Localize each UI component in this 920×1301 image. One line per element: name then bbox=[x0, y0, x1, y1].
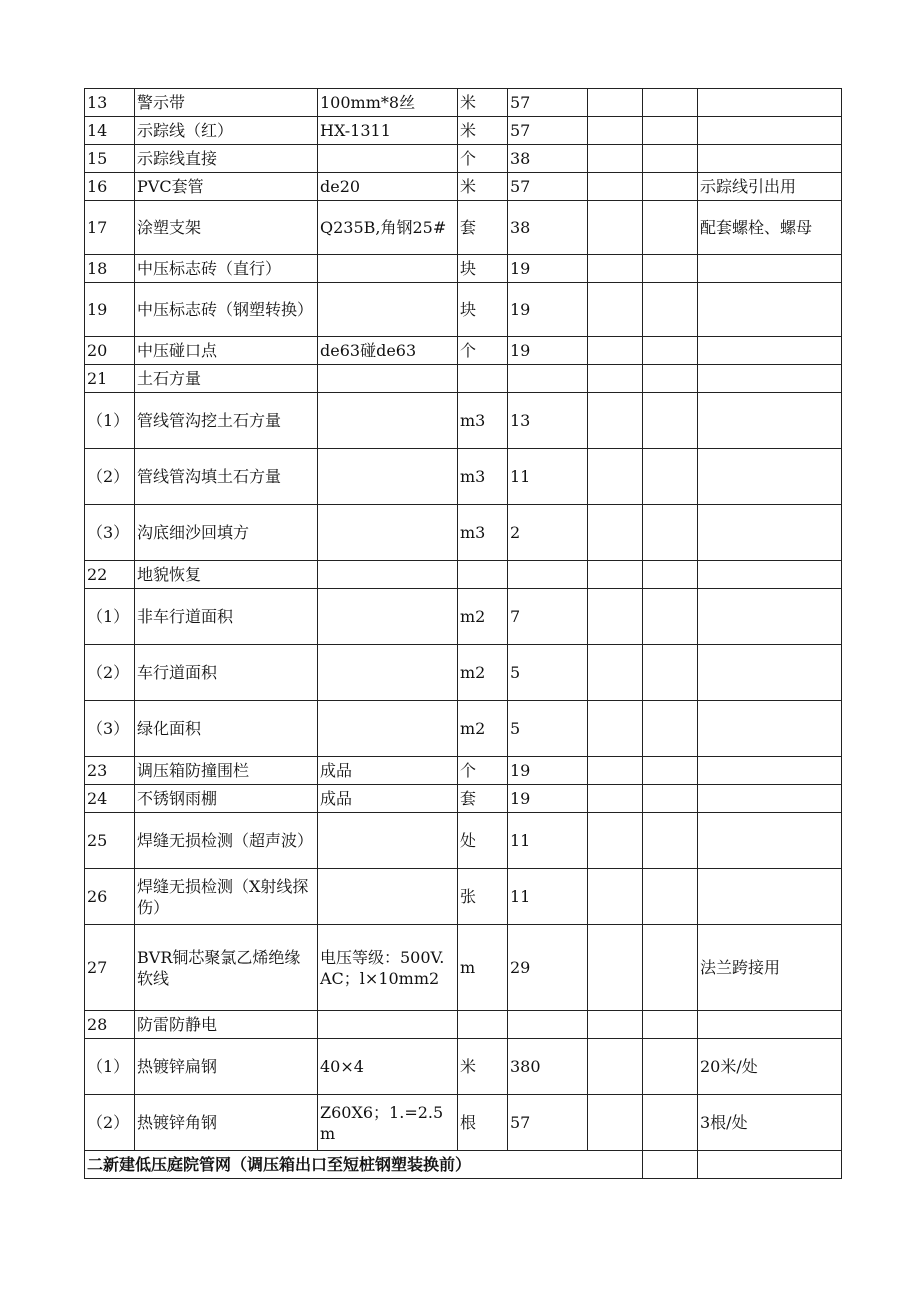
table-row bbox=[85, 337, 842, 365]
item-col6 bbox=[588, 201, 643, 255]
item-note bbox=[698, 757, 842, 785]
table-row bbox=[85, 785, 842, 813]
row-number: 16 bbox=[85, 173, 135, 201]
item-unit bbox=[458, 561, 508, 589]
row-number: 21 bbox=[85, 365, 135, 393]
section-title: 二新建低压庭院管网（调压箱出口至短桩钢塑装换前） bbox=[85, 1151, 643, 1179]
table-row bbox=[85, 393, 842, 449]
item-spec bbox=[318, 283, 458, 337]
table-row bbox=[85, 449, 842, 505]
item-col6 bbox=[588, 1095, 643, 1151]
item-note bbox=[698, 645, 842, 701]
materials-table bbox=[84, 88, 842, 1179]
item-spec bbox=[318, 365, 458, 393]
item-col7 bbox=[643, 449, 698, 505]
item-unit: m2 bbox=[458, 589, 508, 645]
item-spec bbox=[318, 869, 458, 925]
item-unit: 个 bbox=[458, 145, 508, 173]
item-quantity: 2 bbox=[508, 505, 588, 561]
item-spec: HX-1311 bbox=[318, 117, 458, 145]
item-unit bbox=[458, 1011, 508, 1039]
item-quantity: 11 bbox=[508, 813, 588, 869]
table-row bbox=[85, 117, 842, 145]
item-col6 bbox=[588, 813, 643, 869]
table-body bbox=[85, 89, 842, 1151]
item-col7 bbox=[643, 925, 698, 1011]
item-unit: 套 bbox=[458, 201, 508, 255]
item-name: 不锈钢雨棚 bbox=[135, 785, 318, 813]
item-unit: 套 bbox=[458, 785, 508, 813]
item-col6 bbox=[588, 757, 643, 785]
item-name: 非车行道面积 bbox=[135, 589, 318, 645]
item-unit: 张 bbox=[458, 869, 508, 925]
table-row bbox=[85, 201, 842, 255]
item-col6 bbox=[588, 645, 643, 701]
row-number: 27 bbox=[85, 925, 135, 1011]
item-name: 热镀锌扁钢 bbox=[135, 1039, 318, 1095]
item-note bbox=[698, 449, 842, 505]
item-col7 bbox=[643, 1011, 698, 1039]
item-col7 bbox=[643, 365, 698, 393]
item-col7 bbox=[643, 1095, 698, 1151]
item-spec bbox=[318, 393, 458, 449]
item-quantity: 19 bbox=[508, 283, 588, 337]
item-col6 bbox=[588, 255, 643, 283]
table-row bbox=[85, 505, 842, 561]
table-cell bbox=[643, 1151, 698, 1179]
row-number: 15 bbox=[85, 145, 135, 173]
item-col7 bbox=[643, 393, 698, 449]
item-col7 bbox=[643, 1039, 698, 1095]
item-quantity: 19 bbox=[508, 757, 588, 785]
item-col6 bbox=[588, 785, 643, 813]
item-col7 bbox=[643, 645, 698, 701]
item-name: 沟底细沙回填方 bbox=[135, 505, 318, 561]
item-spec bbox=[318, 701, 458, 757]
item-col7 bbox=[643, 201, 698, 255]
item-col6 bbox=[588, 701, 643, 757]
item-spec: de63碰de63 bbox=[318, 337, 458, 365]
row-number: 25 bbox=[85, 813, 135, 869]
item-name: 绿化面积 bbox=[135, 701, 318, 757]
item-spec: 成品 bbox=[318, 785, 458, 813]
item-name: 防雷防静电 bbox=[135, 1011, 318, 1039]
item-name: 热镀锌角钢 bbox=[135, 1095, 318, 1151]
item-unit: 个 bbox=[458, 337, 508, 365]
item-name: 土石方量 bbox=[135, 365, 318, 393]
item-name: 地貌恢复 bbox=[135, 561, 318, 589]
item-name: 车行道面积 bbox=[135, 645, 318, 701]
row-number: （2） bbox=[85, 645, 135, 701]
item-col6 bbox=[588, 365, 643, 393]
item-unit: 个 bbox=[458, 757, 508, 785]
row-number: 26 bbox=[85, 869, 135, 925]
item-spec: 100mm*8丝 bbox=[318, 89, 458, 117]
item-note bbox=[698, 589, 842, 645]
row-number: （2） bbox=[85, 1095, 135, 1151]
item-spec bbox=[318, 449, 458, 505]
item-note: 3根/处 bbox=[698, 1095, 842, 1151]
item-col6 bbox=[588, 117, 643, 145]
row-number: 28 bbox=[85, 1011, 135, 1039]
item-unit: 处 bbox=[458, 813, 508, 869]
table-row bbox=[85, 925, 842, 1011]
item-col7 bbox=[643, 505, 698, 561]
document-page bbox=[84, 88, 841, 1179]
item-note bbox=[698, 561, 842, 589]
item-unit: 根 bbox=[458, 1095, 508, 1151]
item-name: 管线管沟挖土石方量 bbox=[135, 393, 318, 449]
row-number: 23 bbox=[85, 757, 135, 785]
item-quantity: 57 bbox=[508, 173, 588, 201]
item-col7 bbox=[643, 117, 698, 145]
row-number: （3） bbox=[85, 701, 135, 757]
item-col6 bbox=[588, 449, 643, 505]
item-name: BVR铜芯聚氯乙烯绝缘软线 bbox=[135, 925, 318, 1011]
row-number: 18 bbox=[85, 255, 135, 283]
item-col7 bbox=[643, 785, 698, 813]
item-spec: 成品 bbox=[318, 757, 458, 785]
item-col6 bbox=[588, 283, 643, 337]
row-number: 24 bbox=[85, 785, 135, 813]
item-unit: m3 bbox=[458, 393, 508, 449]
item-col6 bbox=[588, 337, 643, 365]
item-col6 bbox=[588, 145, 643, 173]
item-col7 bbox=[643, 173, 698, 201]
item-note: 20米/处 bbox=[698, 1039, 842, 1095]
item-name: 焊缝无损检测（X射线探伤） bbox=[135, 869, 318, 925]
item-name: 调压箱防撞围栏 bbox=[135, 757, 318, 785]
item-col7 bbox=[643, 813, 698, 869]
item-spec: 40×4 bbox=[318, 1039, 458, 1095]
item-note bbox=[698, 283, 842, 337]
item-spec bbox=[318, 589, 458, 645]
item-unit: 米 bbox=[458, 117, 508, 145]
item-quantity: 19 bbox=[508, 337, 588, 365]
item-spec bbox=[318, 813, 458, 869]
table-row bbox=[85, 89, 842, 117]
item-note bbox=[698, 1011, 842, 1039]
item-note bbox=[698, 785, 842, 813]
item-unit: 块 bbox=[458, 283, 508, 337]
row-number: （2） bbox=[85, 449, 135, 505]
table-row bbox=[85, 701, 842, 757]
item-col7 bbox=[643, 145, 698, 173]
table-row bbox=[85, 869, 842, 925]
table-row bbox=[85, 255, 842, 283]
item-quantity: 5 bbox=[508, 645, 588, 701]
item-col7 bbox=[643, 337, 698, 365]
item-quantity: 29 bbox=[508, 925, 588, 1011]
item-col7 bbox=[643, 255, 698, 283]
item-col7 bbox=[643, 283, 698, 337]
item-note bbox=[698, 813, 842, 869]
row-number: 22 bbox=[85, 561, 135, 589]
item-note: 法兰跨接用 bbox=[698, 925, 842, 1011]
item-quantity bbox=[508, 1011, 588, 1039]
item-name: 中压标志砖（钢塑转换） bbox=[135, 283, 318, 337]
table-cell bbox=[698, 1151, 842, 1179]
item-name: 中压标志砖（直行） bbox=[135, 255, 318, 283]
item-note bbox=[698, 365, 842, 393]
item-note bbox=[698, 701, 842, 757]
item-quantity: 57 bbox=[508, 89, 588, 117]
item-spec: 电压等级：500V.AC；l×10mm2 bbox=[318, 925, 458, 1011]
item-quantity: 11 bbox=[508, 869, 588, 925]
table-row bbox=[85, 283, 842, 337]
item-note bbox=[698, 145, 842, 173]
item-spec bbox=[318, 561, 458, 589]
item-unit bbox=[458, 365, 508, 393]
item-quantity bbox=[508, 561, 588, 589]
item-spec bbox=[318, 1011, 458, 1039]
section-row bbox=[85, 1151, 842, 1179]
item-name: 示踪线直接 bbox=[135, 145, 318, 173]
item-note bbox=[698, 505, 842, 561]
item-col6 bbox=[588, 89, 643, 117]
table-row bbox=[85, 365, 842, 393]
item-note bbox=[698, 117, 842, 145]
item-quantity: 5 bbox=[508, 701, 588, 757]
item-name: 中压碰口点 bbox=[135, 337, 318, 365]
row-number: （1） bbox=[85, 589, 135, 645]
table-row bbox=[85, 645, 842, 701]
item-note: 示踪线引出用 bbox=[698, 173, 842, 201]
item-unit: m bbox=[458, 925, 508, 1011]
item-col6 bbox=[588, 1011, 643, 1039]
item-quantity: 38 bbox=[508, 201, 588, 255]
item-note bbox=[698, 255, 842, 283]
item-quantity: 57 bbox=[508, 1095, 588, 1151]
item-quantity: 19 bbox=[508, 255, 588, 283]
item-name: 警示带 bbox=[135, 89, 318, 117]
item-spec bbox=[318, 505, 458, 561]
table-row bbox=[85, 561, 842, 589]
item-spec bbox=[318, 145, 458, 173]
item-col7 bbox=[643, 701, 698, 757]
table-row bbox=[85, 1011, 842, 1039]
item-col6 bbox=[588, 173, 643, 201]
item-col7 bbox=[643, 589, 698, 645]
item-unit: m3 bbox=[458, 449, 508, 505]
item-col7 bbox=[643, 89, 698, 117]
item-col7 bbox=[643, 869, 698, 925]
row-number: 20 bbox=[85, 337, 135, 365]
table-row bbox=[85, 1039, 842, 1095]
table-row bbox=[85, 757, 842, 785]
item-quantity: 19 bbox=[508, 785, 588, 813]
item-quantity: 38 bbox=[508, 145, 588, 173]
table-row bbox=[85, 1095, 842, 1151]
item-name: PVC套管 bbox=[135, 173, 318, 201]
item-col6 bbox=[588, 393, 643, 449]
row-number: 13 bbox=[85, 89, 135, 117]
item-col6 bbox=[588, 589, 643, 645]
row-number: （1） bbox=[85, 1039, 135, 1095]
item-unit: 米 bbox=[458, 89, 508, 117]
item-col7 bbox=[643, 561, 698, 589]
item-name: 焊缝无损检测（超声波） bbox=[135, 813, 318, 869]
item-unit: 米 bbox=[458, 173, 508, 201]
item-col6 bbox=[588, 869, 643, 925]
table-row bbox=[85, 145, 842, 173]
row-number: 17 bbox=[85, 201, 135, 255]
item-unit: m2 bbox=[458, 701, 508, 757]
item-note bbox=[698, 869, 842, 925]
item-name: 管线管沟填土石方量 bbox=[135, 449, 318, 505]
item-spec bbox=[318, 255, 458, 283]
item-spec: de20 bbox=[318, 173, 458, 201]
item-unit: m2 bbox=[458, 645, 508, 701]
item-note bbox=[698, 337, 842, 365]
row-number: 19 bbox=[85, 283, 135, 337]
item-spec bbox=[318, 645, 458, 701]
item-col6 bbox=[588, 561, 643, 589]
item-unit: m3 bbox=[458, 505, 508, 561]
row-number: （3） bbox=[85, 505, 135, 561]
item-quantity: 57 bbox=[508, 117, 588, 145]
item-col6 bbox=[588, 505, 643, 561]
item-note: 配套螺栓、螺母 bbox=[698, 201, 842, 255]
item-quantity: 380 bbox=[508, 1039, 588, 1095]
item-spec: Z60X6；1.=2.5m bbox=[318, 1095, 458, 1151]
item-unit: 块 bbox=[458, 255, 508, 283]
item-spec: Q235B,角钢25# bbox=[318, 201, 458, 255]
item-name: 涂塑支架 bbox=[135, 201, 318, 255]
table-row bbox=[85, 589, 842, 645]
table-row bbox=[85, 173, 842, 201]
item-name: 示踪线（红） bbox=[135, 117, 318, 145]
item-quantity: 11 bbox=[508, 449, 588, 505]
item-note bbox=[698, 393, 842, 449]
item-quantity: 13 bbox=[508, 393, 588, 449]
table-row bbox=[85, 813, 842, 869]
item-quantity bbox=[508, 365, 588, 393]
item-col6 bbox=[588, 925, 643, 1011]
row-number: （1） bbox=[85, 393, 135, 449]
item-col7 bbox=[643, 757, 698, 785]
item-unit: 米 bbox=[458, 1039, 508, 1095]
item-note bbox=[698, 89, 842, 117]
item-quantity: 7 bbox=[508, 589, 588, 645]
row-number: 14 bbox=[85, 117, 135, 145]
item-col6 bbox=[588, 1039, 643, 1095]
